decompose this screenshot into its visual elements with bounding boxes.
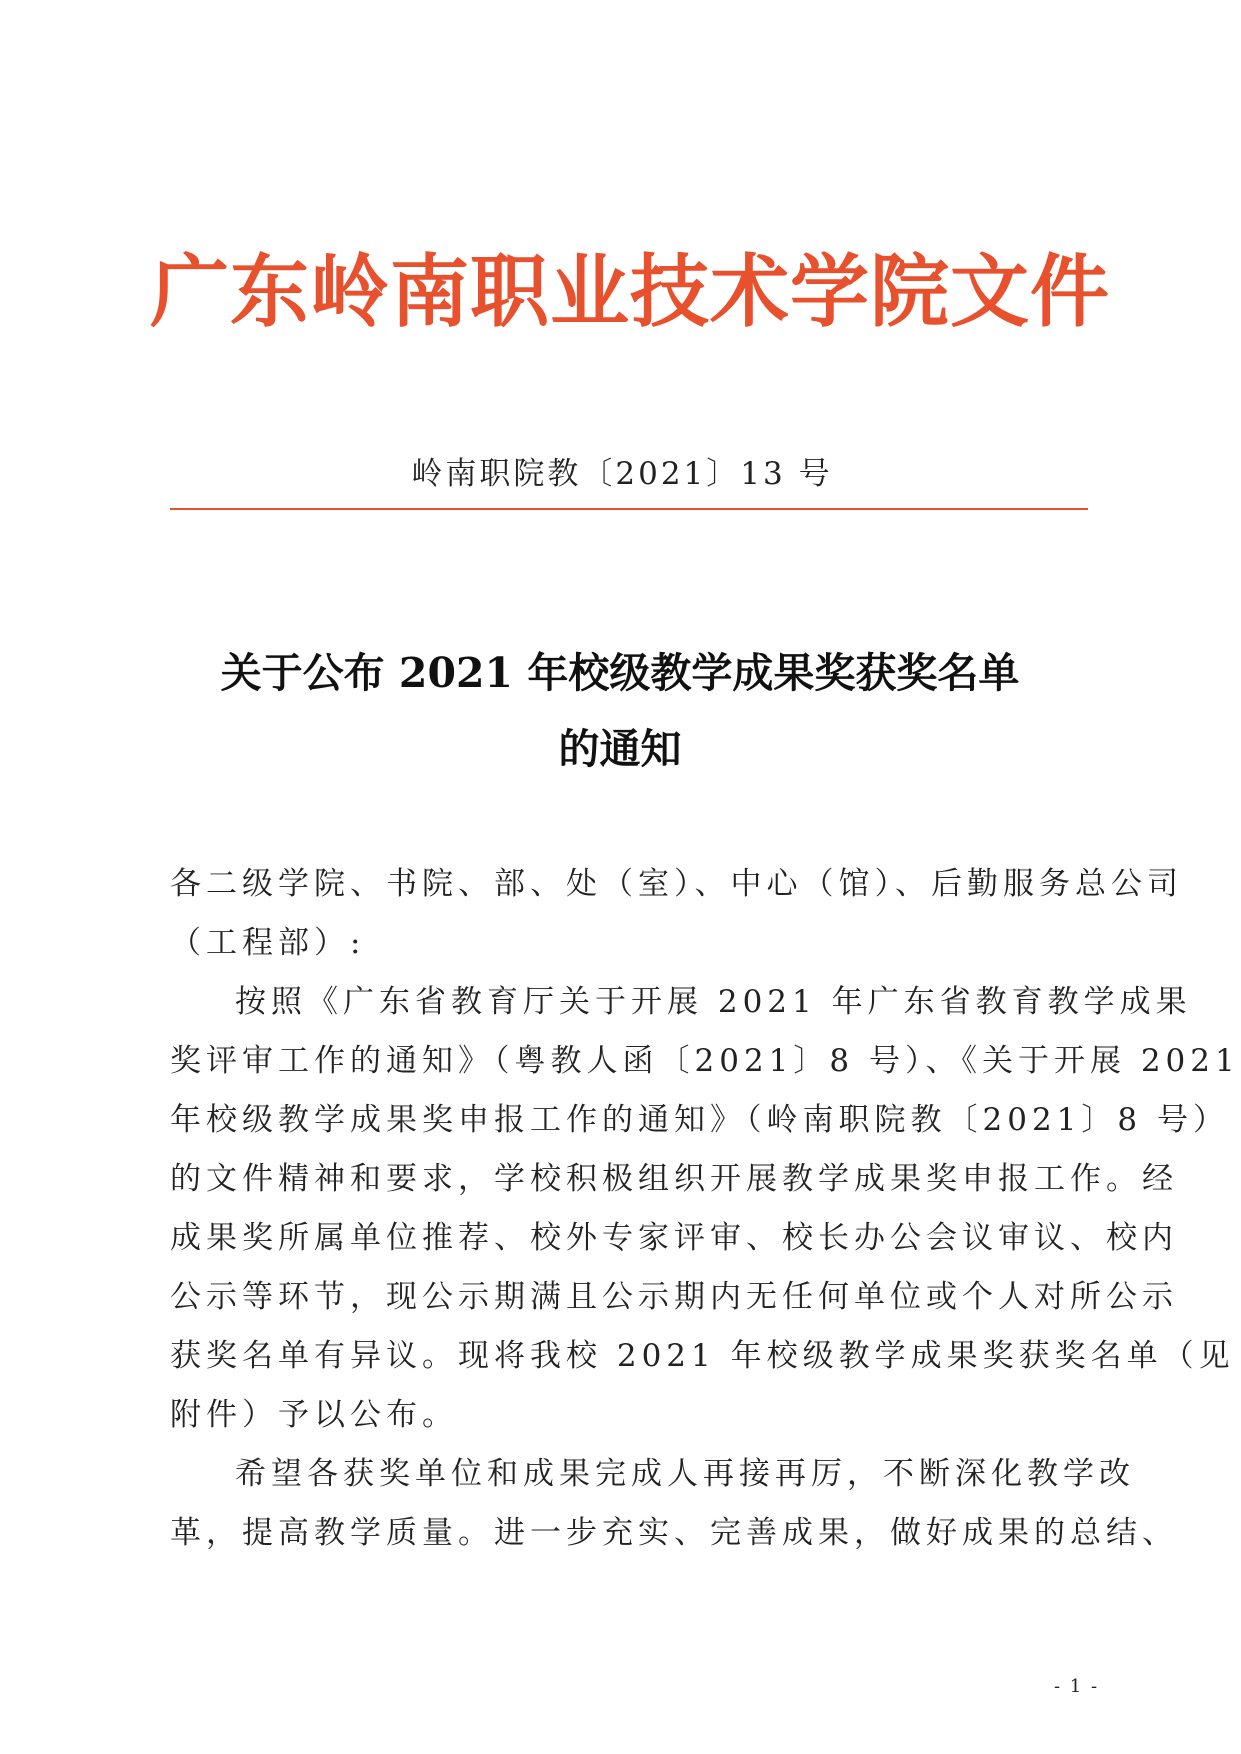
red-divider-line bbox=[170, 508, 1088, 510]
body-line: （工程部）: bbox=[170, 925, 366, 961]
body-line: 希望各获奖单位和成果完成人再接再厉，不断深化教学改 bbox=[235, 1456, 1135, 1492]
body-line: 年校级教学成果奖申报工作的通知》（岭南职院教〔2021〕8 号） bbox=[170, 1102, 1229, 1138]
body-line: 附件）予以公布。 bbox=[170, 1397, 458, 1433]
masthead-title: 广东岭南职业技术学院文件 bbox=[150, 245, 1110, 338]
body-line: 公示等环节，现公示期满且公示期内无任何单位或个人对所公示 bbox=[170, 1279, 1178, 1315]
page-number: - 1 - bbox=[1054, 1676, 1100, 1697]
body-line: 革，提高教学质量。进一步充实、完善成果，做好成果的总结、 bbox=[170, 1515, 1178, 1551]
notice-title-line-1: 关于公布 2021 年校级教学成果奖获奖名单 bbox=[220, 649, 1020, 697]
document-number: 岭南职院教〔2021〕13 号 bbox=[411, 456, 833, 492]
body-line: 各二级学院、书院、部、处（室）、中心（馆）、后勤服务总公司 bbox=[170, 866, 1183, 902]
body-line: 的文件精神和要求，学校积极组织开展教学成果奖申报工作。经 bbox=[170, 1161, 1178, 1197]
body-line: 奖评审工作的通知》（粤教人函〔2021〕8 号）、《关于开展 2021 bbox=[170, 1043, 1240, 1079]
body-line: 获奖名单有异议。现将我校 2021 年校级教学成果奖获奖名单（见 bbox=[170, 1338, 1235, 1374]
notice-title-line-2: 的通知 bbox=[558, 725, 682, 773]
body-line: 按照《广东省教育厅关于开展 2021 年广东省教育教学成果 bbox=[235, 984, 1192, 1020]
body-line: 成果奖所属单位推荐、校外专家评审、校长办公会议审议、校内 bbox=[170, 1220, 1178, 1256]
